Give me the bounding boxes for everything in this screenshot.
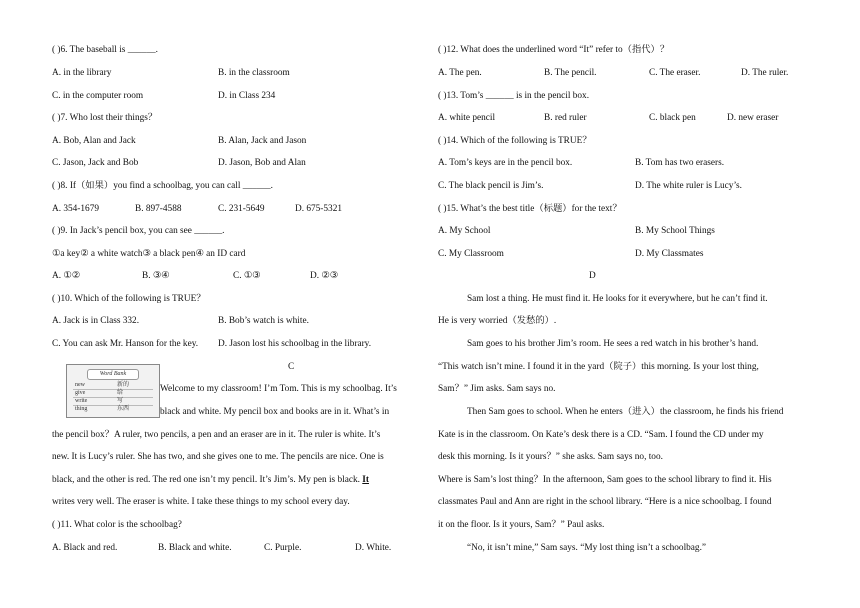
passage-d-line-10: classmates Paul and Ann are right in the school library. “Here is a nice schoolbag. I found: [438, 497, 772, 507]
q7-stem: ( )7. Who lost their things？: [52, 113, 158, 123]
q12-option-a: A. The pen.: [438, 68, 482, 78]
q13-option-c: C. black pen: [649, 113, 696, 123]
passage-d-line-4: “This watch isn’t mine. I found it in the yard（院子）this morning. Is your lost thing,: [438, 362, 759, 372]
q9-option-a: A. ①②: [52, 271, 81, 281]
section-d-heading: D: [589, 271, 596, 281]
q6-option-c: C. in the computer room: [52, 91, 144, 101]
passage-c-line-2: black and white. My pencil box and books are in it. What’s in: [160, 407, 390, 417]
passage-d-line-9: Where is Sam’s lost thing？In the afternoon, Sam goes to the school library to find it. His: [438, 475, 772, 485]
q13-option-b: B. red ruler: [544, 113, 587, 123]
q11-option-c: C. Purple.: [264, 543, 302, 553]
q8-option-c: C. 231-5649: [218, 204, 265, 214]
word-bank-image: [66, 364, 160, 418]
word-bank-en-4: thing: [75, 406, 88, 412]
q10-stem: ( )10. Which of the following is TRUE？: [52, 294, 206, 304]
q14-option-a: A. Tom’s keys are in the pencil box.: [438, 158, 573, 168]
passage-d-line-2: He is very worried（发愁的）.: [438, 316, 557, 326]
q10-option-b: B. Bob’s watch is white.: [218, 316, 309, 326]
passage-c-line-5: [52, 474, 369, 486]
q7-option-c: C. Jason, Jack and Bob: [52, 158, 139, 168]
q8-option-a: A. 354-1679: [52, 204, 99, 214]
q13-option-a: A. white pencil: [438, 113, 496, 123]
q10-option-d: D. Jason lost his schoolbag in the library.: [218, 339, 372, 349]
q11-option-d: D. White.: [355, 543, 392, 553]
passage-c-line-3: the pencil box？A ruler, two pencils, a pen and an eraser are in it. The ruler is white. It’s: [52, 430, 381, 440]
q11-stem: ( )11. What color is the schoolbag?: [52, 520, 182, 530]
passage-d-line-6: Then Sam goes to school. When he enters（进入）the classroom, he finds his friend: [467, 407, 784, 417]
q9-option-c: C. ①③: [233, 271, 261, 281]
section-c-heading: C: [288, 362, 295, 372]
passage-d-line-1: Sam lost a thing. He must find it. He looks for it everywhere, but he can’t find it.: [467, 294, 768, 304]
q8-stem: ( )8. If（如果）you find a schoolbag, you can call ______.: [52, 181, 274, 191]
q7-option-b: B. Alan, Jack and Jason: [218, 136, 307, 146]
passage-d-line-7: Kate is in the classroom. On Kate’s desk there is a CD. “Sam. I found the CD under my: [438, 430, 764, 440]
q14-option-c: C. The black pencil is Jim’s.: [438, 181, 544, 191]
q7-option-a: A. Bob, Alan and Jack: [52, 136, 136, 146]
passage-d-line-3: Sam goes to his brother Jim’s room. He sees a red watch in his brother’s hand.: [467, 339, 759, 349]
q13-option-d: D. new eraser: [727, 113, 779, 123]
underlined-it: It: [362, 475, 369, 485]
passage-c-line-1: Welcome to my classroom! I’m Tom. This is my schoolbag. It’s: [160, 384, 397, 394]
q9-option-b: B. ③④: [142, 271, 170, 281]
q12-option-d: D. The ruler.: [741, 68, 789, 78]
q15-stem: ( )15. What’s the best title（标题）for the text？: [438, 204, 622, 214]
q13-stem: ( )13. Tom’s ______ is in the pencil box.: [438, 91, 590, 101]
word-bank-zh-4: 东西: [117, 406, 130, 412]
passage-c-line-5-text: black, and the other is red. The red one isn’t my pencil. It’s Jim’s. My pen is black.: [52, 475, 360, 485]
q14-option-b: B. Tom has two erasers.: [635, 158, 725, 168]
passage-d-line-11: it on the floor. Is it yours, Sam？” Paul asks.: [438, 520, 605, 530]
q6-option-d: D. in Class 234: [218, 91, 276, 101]
passage-c-line-4: new. It is Lucy’s ruler. She has two, and she gives one to me. The pencils are nice. One is: [52, 452, 384, 462]
q6-option-b: B. in the classroom: [218, 68, 290, 78]
q11-option-b: B. Black and white.: [158, 543, 232, 553]
passage-c-line-6: writes very well. The eraser is white. I take these things to my school every day.: [52, 497, 350, 507]
q15-option-c: C. My Classroom: [438, 249, 504, 259]
q11-option-a: A. Black and red.: [52, 543, 118, 553]
q9-option-d: D. ②③: [310, 271, 339, 281]
q15-option-b: B. My School Things: [635, 226, 715, 236]
q12-stem: ( )12. What does the underlined word “It” refer to（指代）？: [438, 45, 670, 55]
word-bank-en-1: new: [75, 382, 85, 388]
passage-d-line-5: Sam？” Jim asks. Sam says no.: [438, 384, 556, 394]
q8-option-b: B. 897-4588: [135, 204, 182, 214]
q7-option-d: D. Jason, Bob and Alan: [218, 158, 306, 168]
q6-option-a: A. in the library: [52, 68, 112, 78]
q14-option-d: D. The white ruler is Lucy’s.: [635, 181, 742, 191]
word-bank-zh-2: 给: [117, 390, 124, 396]
word-bank-title: Word Bank: [87, 369, 139, 380]
q14-stem: ( )14. Which of the following is TRUE？: [438, 136, 592, 146]
q9-stem: ( )9. In Jack’s pencil box, you can see ______.: [52, 226, 225, 236]
q12-option-b: B. The pencil.: [544, 68, 597, 78]
word-bank-zh-1: 新的: [117, 382, 130, 388]
word-bank-en-2: give: [75, 390, 86, 396]
word-bank-en-3: write: [75, 398, 88, 404]
q8-option-d: D. 675-5321: [295, 204, 342, 214]
passage-d-line-12: “No, it isn’t mine,” Sam says. “My lost thing isn’t a schoolbag.”: [467, 543, 707, 553]
q15-option-a: A. My School: [438, 226, 491, 236]
q10-option-a: A. Jack is in Class 332.: [52, 316, 140, 326]
q10-option-c: C. You can ask Mr. Hanson for the key.: [52, 339, 199, 349]
q9-items: ①a key② a white watch③ a black pen④ an ID card: [52, 249, 246, 259]
passage-d-line-8: desk this morning. Is it yours？” she asks. Sam says no, too.: [438, 452, 663, 462]
q12-option-c: C. The eraser.: [649, 68, 701, 78]
q15-option-d: D. My Classmates: [635, 249, 704, 259]
q6-stem: ( )6. The baseball is ______.: [52, 45, 158, 55]
word-bank-zh-3: 写: [117, 398, 124, 404]
